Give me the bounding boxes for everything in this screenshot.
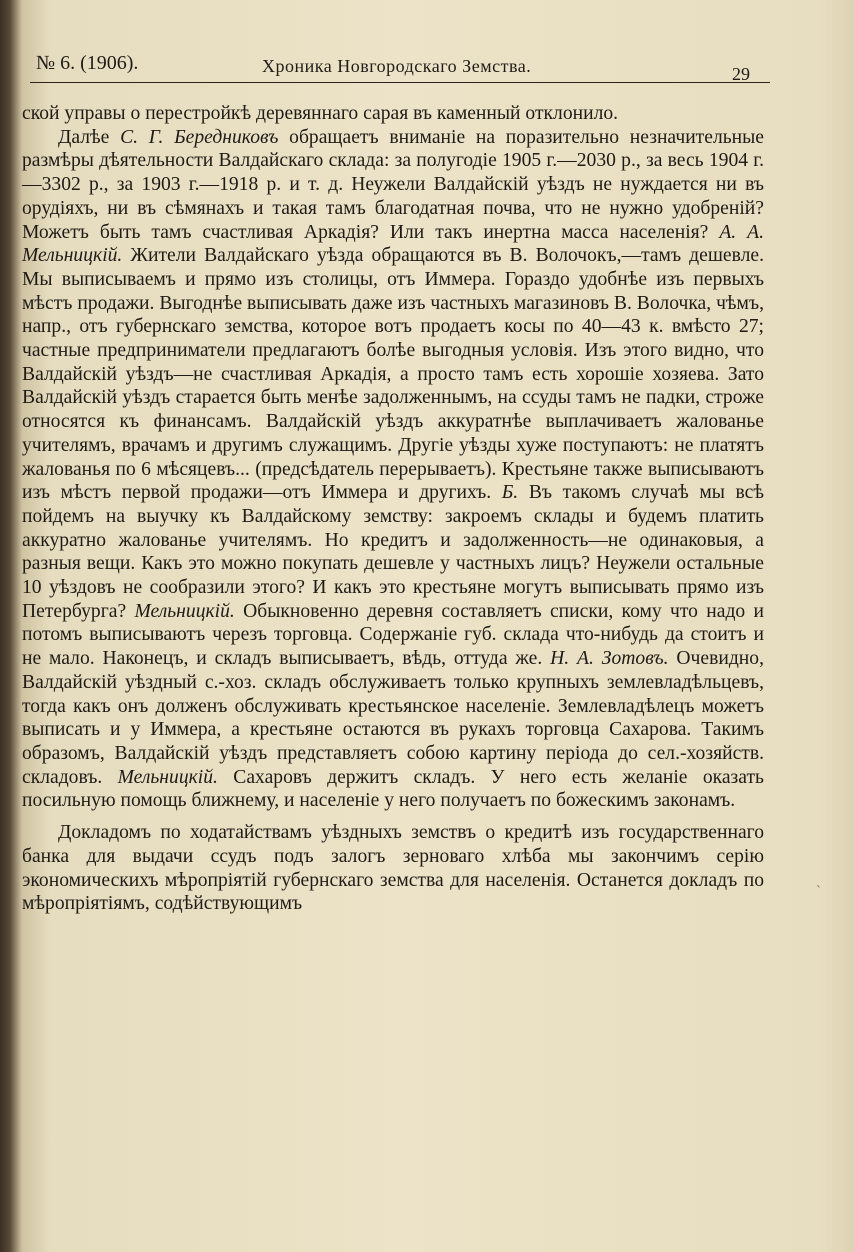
page-number: 29 bbox=[732, 64, 750, 84]
text-run: Въ такомъ случаѣ мы всѣ пойдемъ на выучку къ Валдайскому земству: закроемъ склады и будемъ платить аккуратно жалованье учителямъ. Но кредитъ и задолженность—не одинаковыя, а разныя вещи. Какъ это можно покупать дешевле у частныхъ лицъ? Неужели остальные 10 уѣздовъ не сообразили этого? И какъ это крестьяне могутъ выписывать прямо изъ Петербурга? bbox=[22, 482, 764, 622]
text-run: Жители Валдайскаго уѣзда обращаются въ В. Волочокъ,—тамъ дешевле. Мы выписываемъ и прямо изъ столицы, отъ Иммера. Гораздо удобнѣе изъ первыхъ мѣстъ продажи. Выгоднѣе выписывать даже изъ частныхъ магазиновъ В. Волочка, чѣмъ, напр., отъ губернскаго земства, которое вотъ продаетъ косы по 40—43 к. вмѣсто 27; частные предприниматели предлагаютъ болѣе выгодныя условія. Изъ этого видно, что Валдайскій уѣздъ—не счастливая Аркадія, а просто тамъ есть хорошіе хозяева. Зато Валдайскій уѣздъ старается быть менѣе задолженнымъ, на ссуды тамъ не падки, строже относятся къ финансамъ. Валдайскій уѣздъ аккуратнѣе выплачиваетъ жалованье учителямъ, врачамъ и другимъ служащимъ. Другіе уѣзды хуже поступаютъ: не платятъ жалованья по 6 мѣсяцевъ... (предсѣдатель перерываетъ). Крестьяне также выписываютъ изъ мѣстъ первой продажи—отъ Иммера и другихъ. bbox=[22, 245, 764, 504]
speaker-name: С. Г. Бередниковъ bbox=[120, 126, 279, 148]
paragraph-credit-report bbox=[22, 821, 764, 916]
paragraph-debate bbox=[22, 126, 764, 813]
text-run: ской управы о перестройкѣ деревяннаго сарая въ каменный отклонило. bbox=[22, 103, 619, 124]
speaker-name: Н. А. Зотовъ. bbox=[550, 648, 669, 670]
text-run: Обыкновенно деревня составляетъ списки, кому что надо и потомъ выписываютъ черезъ торговца. Содержаніе губ. склада что-нибудь да стоитъ и не мало. Наконецъ, и складъ выписываетъ, вѣдь, оттуда же. bbox=[22, 600, 764, 670]
running-header bbox=[30, 50, 770, 83]
text-run: обращаетъ вниманіе на поразительно незначительные размѣры дѣятельности Валдайскаго склада: за полугодіе 1905 г.—2030 р., за весь 1904 г.—3302 р., за 1903 г.—1918 р. и т. д. Неужели Валдайскій уѣздъ не нуждается ни въ орудіяхъ, ни въ сѣмянахъ и такая тамъ благодатная почва, что не нужно удобреній? Можетъ быть тамъ счастливая Аркадія? Или такъ инертна масса населенія? bbox=[22, 126, 764, 243]
speaker-name: Мельницкій. bbox=[134, 600, 235, 622]
speaker-name: А. А. Мельницкій. bbox=[22, 221, 765, 267]
text-run: Сахаровъ держитъ складъ. У него есть желаніе оказать посильную помощь ближнему, и населеніе у него получаетъ по божескимъ законамъ. bbox=[22, 766, 764, 812]
text-run: Далѣе bbox=[58, 126, 121, 148]
journal-title: Хроника Новгородскаго Земства. bbox=[262, 56, 532, 76]
book-page bbox=[22, 0, 854, 1252]
speaker-name: Б. bbox=[501, 482, 519, 504]
body-text bbox=[22, 102, 764, 916]
issue-number: № 6. (1906). bbox=[36, 52, 139, 74]
text-run: Очевидно, Валдайскій уѣздный с.-хоз. складъ обслуживаетъ только крупныхъ землевладѣльцевъ, тогда какъ онъ долженъ обслуживать крестьянское населеніе. Землевладѣлецъ можетъ выписать и у Иммера, а крестьяне остаются въ рукахъ торговца Сахарова. Такимъ образомъ, Валдайскій уѣздъ представляетъ собою картину періода до сел.-хозяйств. складовъ. bbox=[22, 648, 764, 788]
text-run: Докладомъ по ходатайствамъ уѣздныхъ земствъ о кредитѣ изъ государственнаго банка для выдачи ссудъ подъ залогъ зерноваго хлѣба мы закончимъ серію экономическихъ мѣропріятій губернскаго земства для населенія. Останется докладъ по мѣропріятіямъ, содѣйствующимъ bbox=[22, 822, 764, 915]
scan-speck: ` bbox=[816, 884, 822, 898]
speaker-name: Мельницкій. bbox=[117, 766, 218, 788]
paragraph-continuation bbox=[22, 102, 764, 126]
